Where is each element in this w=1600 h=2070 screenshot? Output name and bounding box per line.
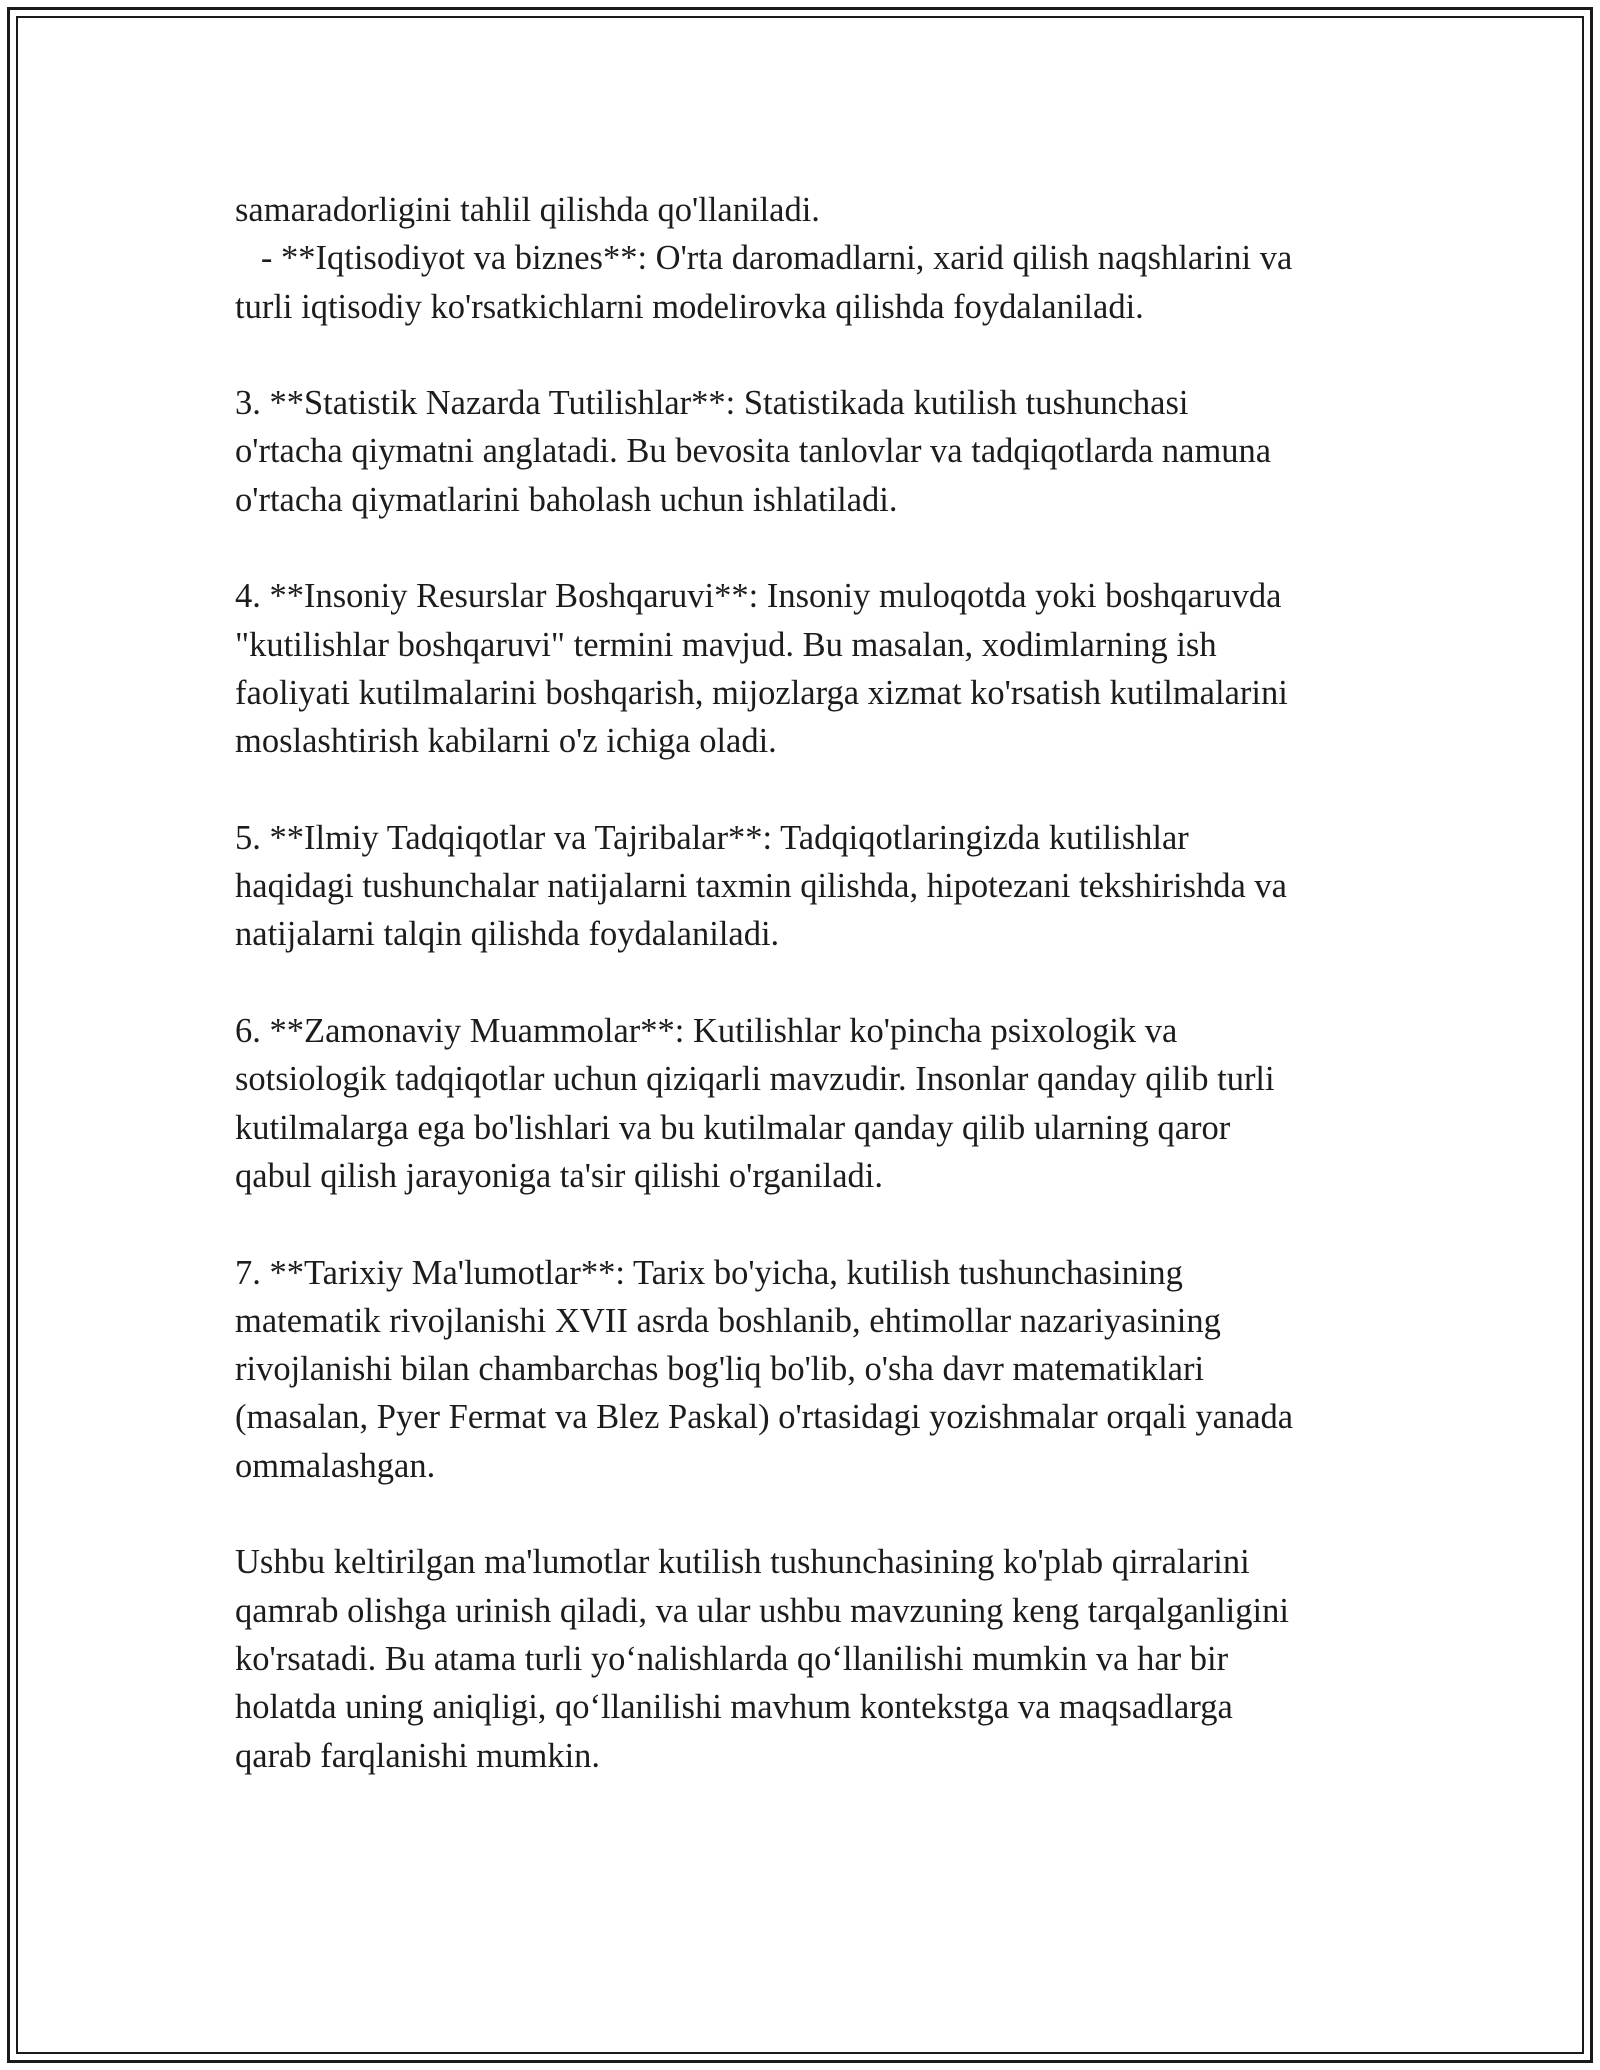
text-line: matematik rivojlanishi XVII asrda boshlanib, ehtimollar nazariyasining [235,1301,1221,1340]
text-line: o'rtacha qiymatni anglatadi. Bu bevosita tanlovlar va tadqiqotlarda namuna [235,432,1272,471]
text-line: moslashtirish kabilarni o'z ichiga oladi. [235,722,777,761]
text-line: faoliyati kutilmalarini boshqarish, mijozlarga xizmat ko'rsatish kutilmalarini [235,673,1288,712]
paragraph-scientific-research [235,814,1365,959]
paragraph-conclusion [235,1538,1365,1779]
text-line: 3. **Statistik Nazarda Tutilishlar**: Statistikada kutilish tushunchasi [235,384,1189,423]
text-line: samaradorligini tahlil qilishda qo'llaniladi. [235,191,820,229]
text-line: (masalan, Pyer Fermat va Blez Paskal) o'rtasidagi yozishmalar orqali yanada [235,1398,1294,1437]
text-line: - **Iqtisodiyot va biznes**: O'rta daromadlarni, xarid qilish naqshlarini va [235,239,1293,278]
text-line: holatda uning aniqligi, qo‘llanilishi mavhum kontekstga va maqsadlarga [235,1688,1233,1727]
text-line: qabul qilish jarayoniga ta'sir qilishi o'rganiladi. [235,1156,884,1195]
text-line: natijalarni talqin qilishda foydalaniladi. [235,915,780,954]
text-line: kutilmalarga ega bo'lishlari va bu kutilmalar qanday qilib ularning qaror [235,1108,1231,1147]
text-line: ko'rsatadi. Bu atama turli yo‘nalishlarda qo‘llanilishi mumkin va har bir [235,1639,1229,1678]
text-line: qamrab olishga urinish qiladi, va ular ushbu mavzuning keng tarqalganligini [235,1591,1289,1630]
text-line: 4. **Insoniy Resurslar Boshqaruvi**: Insoniy muloqotda yoki boshqaruvda [235,577,1282,616]
text-line: 7. **Tarixiy Ma'lumotlar**: Tarix bo'yicha, kutilish tushunchasining [235,1253,1183,1292]
text-line: qarab farqlanishi mumkin. [235,1736,601,1775]
text-line: "kutilishlar boshqaruvi" termini mavjud. Bu masalan, xodimlarning ish [235,625,1217,664]
text-line: rivojlanishi bilan chambarchas bog'liq bo'lib, o'sha davr matematiklari [235,1350,1205,1389]
paragraph-historical-data [235,1249,1365,1490]
text-line: Ushbu keltirilgan ma'lumotlar kutilish tushunchasining ko'plab qirralarini [235,1543,1250,1582]
text-line: sotsiologik tadqiqotlar uchun qiziqarli mavzudir. Insonlar qanday qilib turli [235,1060,1275,1099]
paragraph-modern-problems [235,1007,1365,1200]
text-line: turli iqtisodiy ko'rsatkichlarni modelirovka qilishda foydalaniladi. [235,287,1144,326]
text-line: 5. **Ilmiy Tadqiqotlar va Tajribalar**: Tadqiqotlaringizda kutilishlar [235,818,1189,857]
paragraph-human-resources [235,572,1365,765]
text-line: haqidagi tushunchalar natijalarni taxmin qilishda, hipotezani tekshirishda va [235,867,1287,906]
text-line: 6. **Zamonaviy Muammolar**: Kutilishlar ko'pincha psixologik va [235,1012,1178,1051]
document-body [235,186,1365,1780]
text-line: ommalashgan. [235,1446,436,1485]
paragraph-economics-continuation [235,186,1365,331]
paragraph-statistics [235,379,1365,524]
text-line: o'rtacha qiymatlarini baholash uchun ishlatiladi. [235,480,898,519]
